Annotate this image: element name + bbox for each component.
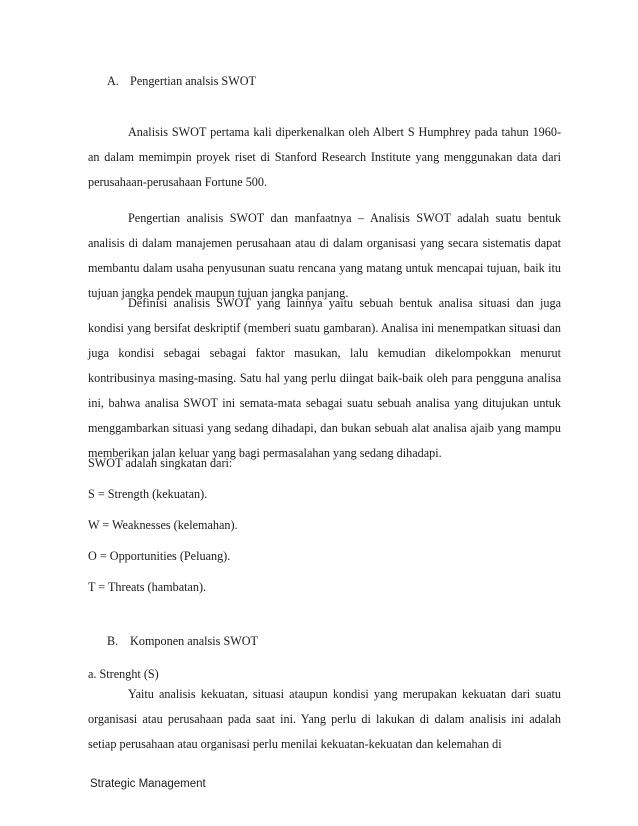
section-b-heading xyxy=(107,634,580,649)
swot-item-weaknesses: W = Weaknesses (kelemahan). xyxy=(88,518,238,532)
subsection-a-title: a. Strenght (S) xyxy=(88,667,159,681)
paragraph-definition: Pengertian analisis SWOT dan manfaatnya – Analisis SWOT adalah suatu bentuk analisis di dalam manajemen perusahaan atau di dalam organisasi yang secara sistematis dapat membantu dalam usaha penyusunan suatu rencana yang matang untuk mencapai tujuan, baik itu tujuan jangka pendek maupun tujuan jangka panjang. xyxy=(88,211,561,300)
page-footer: Strategic Management xyxy=(90,778,206,790)
swot-item-threats: T = Threats (hambatan). xyxy=(88,580,207,594)
section-b-number: B. xyxy=(107,634,119,648)
swot-item-strength: S = Strength (kekuatan). xyxy=(88,487,208,501)
paragraph-history: Analisis SWOT pertama kali diperkenalkan oleh Albert S Humphrey pada tahun 1960-an dalam memimpin proyek riset di Stanford Research Institute yang menggunakan data dari perusahaan-perusahaan Fortune 500. xyxy=(88,125,561,189)
section-a-title: Pengertian analsis SWOT xyxy=(130,74,256,88)
paragraph-definition-other: Definisi analisis SWOT yang lainnya yaitu sebuah bentuk analisa situasi dan juga kondisi yang bersifat deskriptif (memberi suatu gambaran). Analisa ini menempatkan situasi dan juga kondisi sebagai sebagai faktor masukan, lalu kemudian dikelompokkan menurut kontribusinya masing-masing. Satu hal yang perlu diingat baik-baik oleh para pengguna analisa ini, bahwa analisa SWOT ini semata-mata sebagai suatu sebuah analisa yang ditujukan untuk menggambarkan situasi yang sedang dihadapi, dan bukan sebuah alat analisa ajaib yang mampu memberikan jalan keluar yang bagi permasalahan yang sedang dihadapi. xyxy=(88,296,561,460)
section-a-heading xyxy=(107,74,580,89)
section-b-title: Komponen analsis SWOT xyxy=(130,634,258,648)
swot-item-opportunities: O = Opportunities (Peluang). xyxy=(88,549,231,563)
paragraph-strength: Yaitu analisis kekuatan, situasi ataupun kondisi yang merupakan kekuatan dari suatu organisasi atau perusahaan pada saat ini. Yang perlu di lakukan di dalam analisis ini adalah setiap perusahaan atau organisasi perlu menilai kekuatan-kekuatan dan kelemahan di xyxy=(88,687,561,751)
section-a-number: A. xyxy=(107,74,119,88)
swot-intro: SWOT adalah singkatan dari: xyxy=(88,456,233,470)
